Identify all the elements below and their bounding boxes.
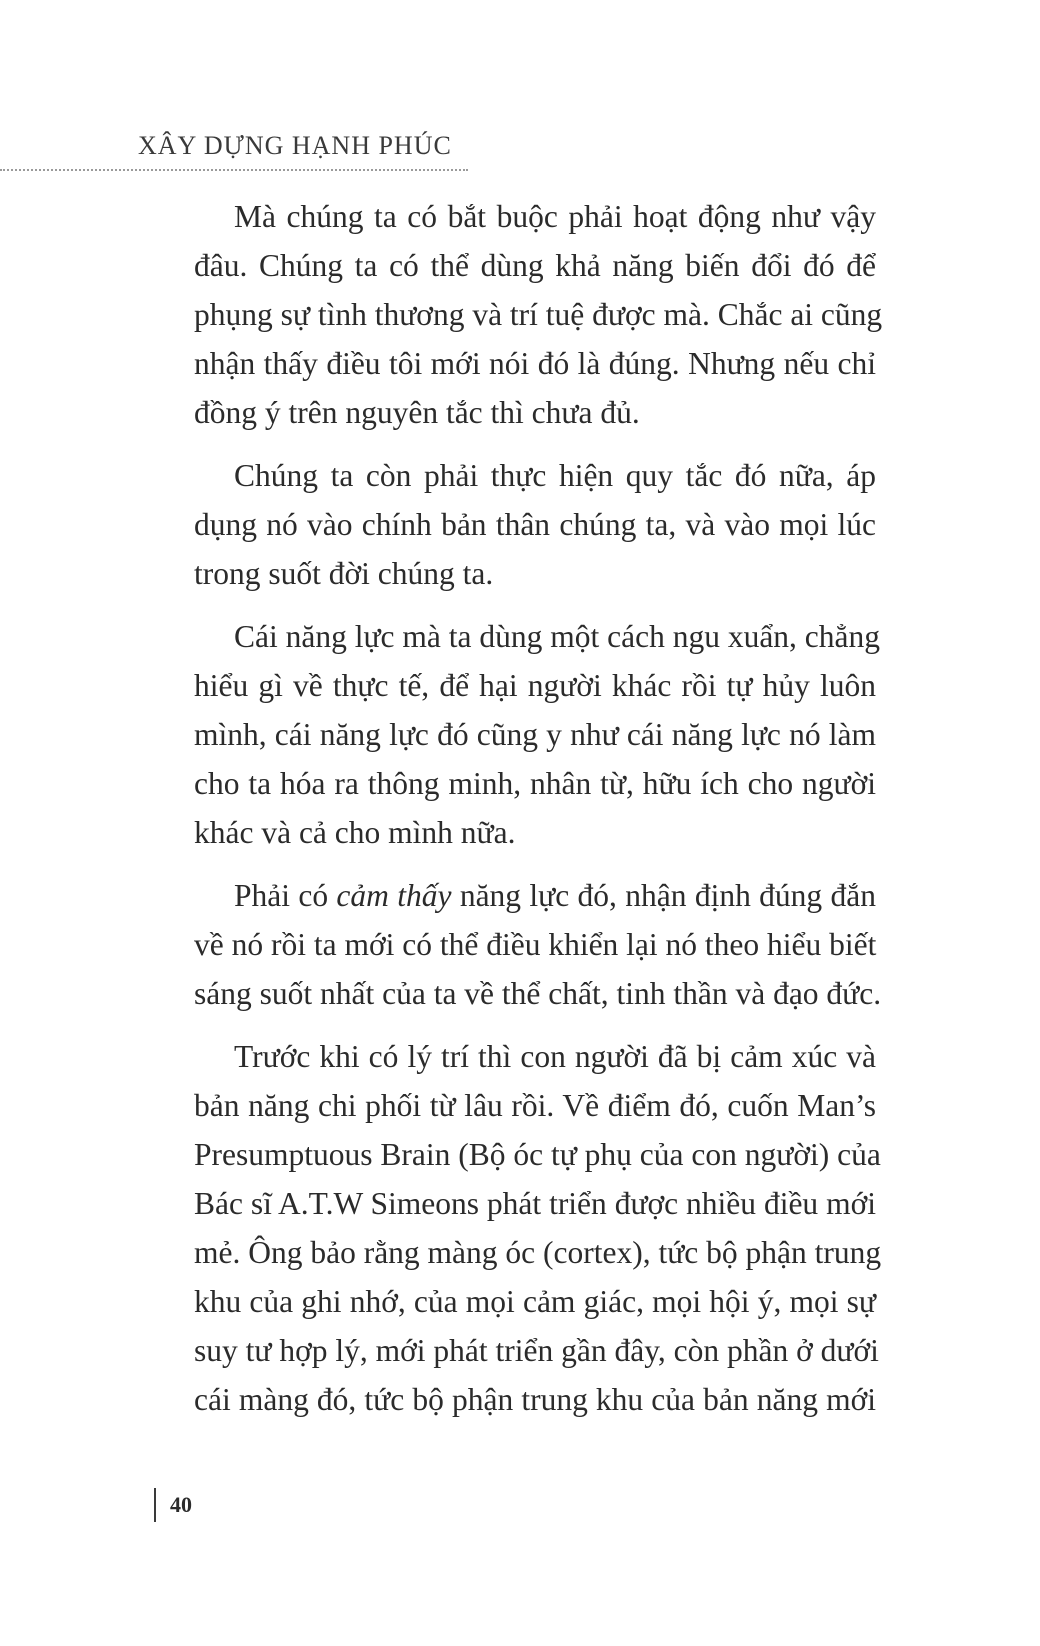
text-line: phụng sự tình thương và trí tuệ được mà. Chắc ai cũng (194, 297, 883, 332)
text-line: bản năng chi phối từ lâu rồi. Về điểm đó, cuốn Man’s (194, 1088, 876, 1123)
paragraph-2 (156, 451, 876, 598)
text-run: Phải có (234, 878, 337, 913)
text-line: dụng nó vào chính bản thân chúng ta, và vào mọi lúc (194, 507, 876, 542)
emphasis-text: cảm thấy (336, 878, 452, 913)
header-dotted-rule (0, 169, 468, 171)
text-line: về nó rồi ta mới có thể điều khiển lại nó theo hiểu biết (194, 927, 877, 962)
text-line: Trước khi có lý trí thì con người đã bị cảm xúc và (234, 1039, 876, 1074)
text-line: đâu. Chúng ta có thể dùng khả năng biến đổi đó để (194, 248, 876, 283)
folio-bar (154, 1488, 156, 1522)
text-line: mẻ. Ông bảo rằng màng óc (cortex), tức bộ phận trung (194, 1235, 882, 1270)
paragraph-4 (156, 871, 882, 1018)
text-line: đồng ý trên nguyên tắc thì chưa đủ. (194, 395, 640, 430)
text-line: Chúng ta còn phải thực hiện quy tắc đó nữa, áp (234, 458, 876, 493)
text-line: cho ta hóa ra thông minh, nhân từ, hữu ích cho người (194, 766, 876, 801)
text-line: khu của ghi nhớ, của mọi cảm giác, mọi hội ý, mọi sự (194, 1284, 876, 1319)
running-header: XÂY DỰNG HẠNH PHÚC (138, 131, 452, 160)
text-line: Cái năng lực mà ta dùng một cách ngu xuẩn, chẳng (234, 619, 881, 654)
paragraph-3 (156, 612, 881, 857)
text-line: Bác sĩ A.T.W Simeons phát triển được nhiều điều mới (194, 1186, 876, 1221)
paragraph-5 (156, 1032, 882, 1424)
text-line: sáng suốt nhất của ta về thể chất, tinh thần và đạo đức. (194, 976, 882, 1011)
text-line: trong suốt đời chúng ta. (194, 556, 494, 591)
page-number: 40 (170, 1492, 192, 1517)
text-line (156, 871, 876, 920)
text-line: nhận thấy điều tôi mới nói đó là đúng. Nhưng nếu chỉ (194, 346, 876, 381)
text-line: suy tư hợp lý, mới phát triển gần đây, còn phần ở dưới (194, 1333, 879, 1368)
body-text (156, 192, 883, 1438)
text-line: hiểu gì về thực tế, để hại người khác rồi tự hủy luôn (194, 668, 876, 703)
text-run: năng lực đó, nhận định đúng đắn (451, 878, 876, 913)
text-line: Mà chúng ta có bắt buộc phải hoạt động như vậy (234, 199, 876, 234)
text-line: khác và cả cho mình nữa. (194, 815, 516, 850)
text-line: cái màng đó, tức bộ phận trung khu của bản năng mới (194, 1382, 876, 1417)
text-line: mình, cái năng lực đó cũng y như cái năng lực nó làm (194, 717, 876, 752)
paragraph-1 (156, 192, 883, 437)
text-line: Presumptuous Brain (Bộ óc tự phụ của con người) của (194, 1137, 881, 1172)
